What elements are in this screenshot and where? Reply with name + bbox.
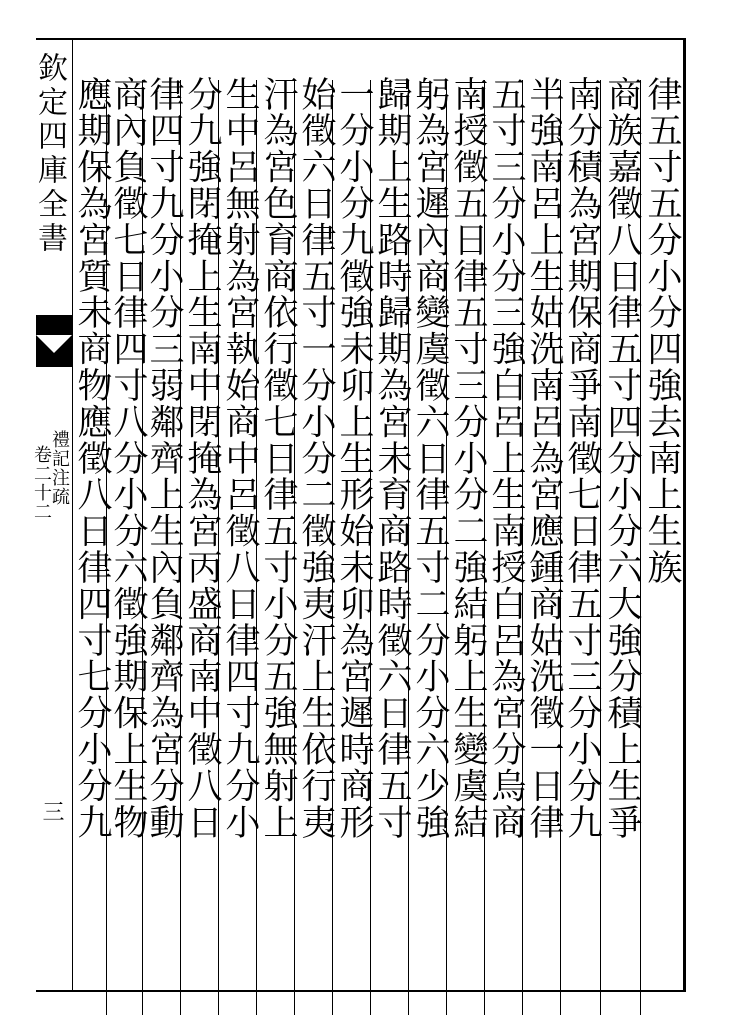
text-column: 商內負徵七日律四寸八分小分六徵強期保上生物: [108, 76, 148, 841]
text-column: 生中呂無射為宮執始商中呂徵八日律四寸九分小: [220, 76, 260, 841]
fishtail-ornament: [36, 315, 72, 367]
section-title: 禮記注疏: [49, 430, 70, 506]
page-number: 三: [39, 800, 64, 822]
text-column: 商族嘉徵八日律五寸四分小分六大強分積上生爭: [602, 76, 642, 841]
text-column: 應期保為宮質未商物應徵八日律四寸七分小分九: [72, 76, 112, 841]
text-column: 南授徵五日律五寸三分小分二強結躬上生變虞結: [448, 76, 488, 841]
text-column: 歸期上生路時歸期為宮未育商路時徵六日律五寸: [372, 76, 412, 841]
text-column: 分九強閉掩上生南中閉掩為宮丙盛商南中徵八日: [182, 76, 222, 841]
book-title: 欽定四庫全書: [32, 52, 67, 256]
text-column: 汗為宮色育商依行徵七日律五寸小分五強無射上: [258, 76, 298, 841]
text-column: 躬為宮遲內商變虞徵六日律五寸二分小分六少強: [410, 76, 450, 841]
text-column: 一分小分九徵強未卯上生形始未卯為宮遲時商形: [334, 76, 374, 841]
section-subtitle: 卷二十二: [31, 445, 52, 521]
margin-column: [31, 40, 74, 990]
text-column: 律五寸五分小分四強去南上生族: [642, 76, 682, 586]
text-column: 始徵六日律五寸一分小分二徵強夷汗上生依行夷: [296, 76, 336, 841]
text-column: 半強南呂上生姑洗南呂為宮應鍾商姑洗徵一日律: [524, 76, 564, 841]
text-body: [72, 40, 683, 990]
text-column: 律四寸九分小分三弱鄰齊上生內負鄰齊為宮分動: [144, 76, 184, 841]
page-frame-bottom: [36, 990, 686, 992]
text-column: 南分積為宮期保商爭南徵七日律五寸三分小分九: [562, 76, 602, 841]
text-column: 五寸三分小分三強白呂上生南授白呂為宮分烏商: [486, 76, 526, 841]
